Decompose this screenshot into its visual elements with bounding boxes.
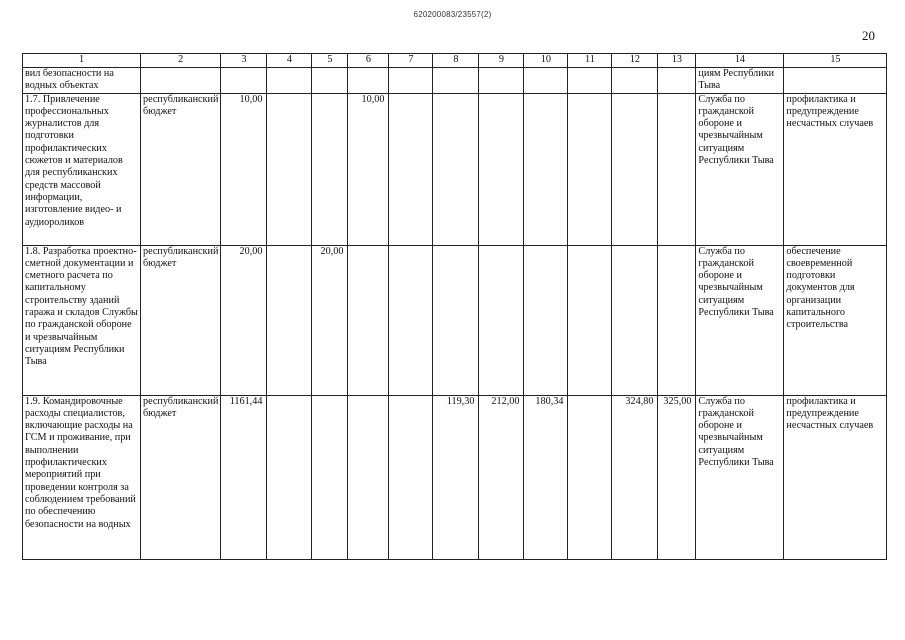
table-cell: [389, 395, 433, 559]
table-cell: [267, 93, 312, 245]
col-header: 8: [433, 54, 479, 68]
table-cell: [267, 395, 312, 559]
table-cell: [658, 245, 696, 395]
table-cell: [312, 93, 348, 245]
table-cell: 10,00: [221, 93, 267, 245]
table-cell: обеспечение своевременной подготовки документов для организации капитального строительства: [784, 245, 887, 395]
table-cell: [348, 68, 389, 94]
table-cell: 1.9. Командировочные расходы специалистов, включающие расходы на ГСМ и проживание, при выполнении профилактических мероприятий при проведении контроля за соблюдением требований по обеспечению безопасности на водных: [23, 395, 141, 559]
table-cell: [568, 245, 612, 395]
table-cell: республиканский бюджет: [141, 245, 221, 395]
table-row: [23, 245, 887, 395]
col-header: 4: [267, 54, 312, 68]
table-row: [23, 395, 887, 559]
table-cell: [221, 68, 267, 94]
table-cell: 20,00: [221, 245, 267, 395]
table-cell: [312, 395, 348, 559]
table-cell: 180,34: [524, 395, 568, 559]
table-cell: Служба по гражданской обороне и чрезвычайным ситуациям Республики Тыва: [696, 93, 784, 245]
table-row: [23, 68, 887, 94]
table-cell: [568, 68, 612, 94]
table-cell: [389, 68, 433, 94]
table-cell: [524, 245, 568, 395]
table-cell: [348, 395, 389, 559]
table-cell: [658, 68, 696, 94]
table-cell: [612, 68, 658, 94]
table-cell: республиканский бюджет: [141, 395, 221, 559]
table-cell: [612, 93, 658, 245]
table-cell: 325,00: [658, 395, 696, 559]
table-cell: профилактика и предупреждение несчастных случаев: [784, 93, 887, 245]
header-row: [23, 54, 887, 68]
table-cell: 20,00: [312, 245, 348, 395]
table-cell: [479, 93, 524, 245]
table-row: [23, 93, 887, 245]
table-cell: [389, 245, 433, 395]
table-cell: [433, 68, 479, 94]
table-cell: [312, 68, 348, 94]
col-header: 11: [568, 54, 612, 68]
table-cell: [612, 245, 658, 395]
table-cell: республиканский бюджет: [141, 93, 221, 245]
col-header: 6: [348, 54, 389, 68]
col-header: 1: [23, 54, 141, 68]
col-header: 14: [696, 54, 784, 68]
table-cell: [658, 93, 696, 245]
table-cell: [479, 245, 524, 395]
table-cell: Служба по гражданской обороне и чрезвычайным ситуациям Республики Тыва: [696, 395, 784, 559]
col-header: 15: [784, 54, 887, 68]
table-cell: циям Республики Тыва: [696, 68, 784, 94]
table-cell: [524, 68, 568, 94]
table-cell: 324,80: [612, 395, 658, 559]
col-header: 13: [658, 54, 696, 68]
table-cell: [568, 395, 612, 559]
table-cell: [389, 93, 433, 245]
table-cell: [348, 245, 389, 395]
table-cell: Служба по гражданской обороне и чрезвычайным ситуациям Республики Тыва: [696, 245, 784, 395]
table-cell: 119,30: [433, 395, 479, 559]
table-cell: 10,00: [348, 93, 389, 245]
table-cell: [784, 68, 887, 94]
col-header: 12: [612, 54, 658, 68]
table-cell: [267, 68, 312, 94]
document-id: 620200083/23557(2): [413, 10, 492, 19]
table-cell: [524, 93, 568, 245]
table-cell: [267, 245, 312, 395]
table-cell: 1.8. Разработка проектно-сметной документации и сметного расчета по капитальному строительству зданий гаража и складов Службы по гражданской обороне и чрезвычайным ситуациям Республики Тыва: [23, 245, 141, 395]
col-header: 3: [221, 54, 267, 68]
table-cell: [433, 93, 479, 245]
table-cell: 212,00: [479, 395, 524, 559]
col-header: 5: [312, 54, 348, 68]
col-header: 2: [141, 54, 221, 68]
table-cell: 1.7. Привлечение профессиональных журналистов для подготовки профилактических сюжетов и материалов для республиканских средств массовой информации, изготовление видео- и аудиороликов: [23, 93, 141, 245]
table-cell: вил безопасности на водных объектах: [23, 68, 141, 94]
table-cell: [479, 68, 524, 94]
page-number: 20: [862, 28, 875, 43]
table-cell: [141, 68, 221, 94]
table-cell: профилактика и предупреждение несчастных случаев: [784, 395, 887, 559]
col-header: 9: [479, 54, 524, 68]
table-cell: [433, 245, 479, 395]
col-header: 10: [524, 54, 568, 68]
table-cell: 1161,44: [221, 395, 267, 559]
program-table: [22, 53, 887, 560]
col-header: 7: [389, 54, 433, 68]
table-cell: [568, 93, 612, 245]
